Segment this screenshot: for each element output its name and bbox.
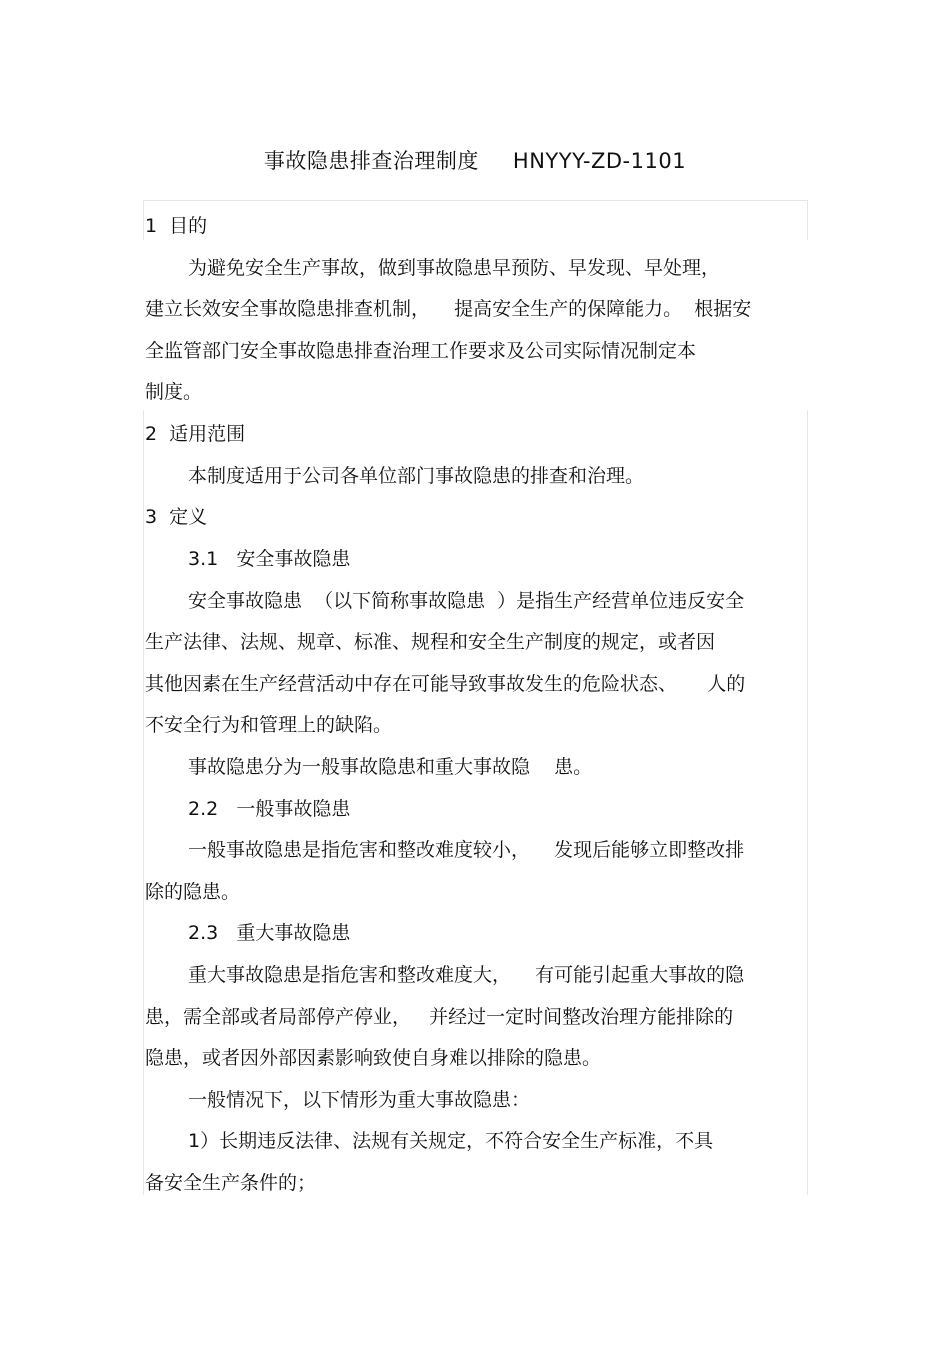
paragraph-line: 生产法律、法规、规章、标准、规程和安全生产制度的规定，或者因 <box>145 631 716 653</box>
subsection-heading: 3.1 安全事故隐患 <box>188 548 351 570</box>
paragraph-line: 隐患，或者因外部因素影响致使自身难以排除的隐患。 <box>145 1047 602 1069</box>
list-item-line: 1）长期违反法律、法规有关规定，不符合安全生产标准，不具 <box>188 1130 714 1152</box>
section-heading: 2 适用范围 <box>145 423 246 445</box>
subsection-heading: 2.2 一般事故隐患 <box>188 798 351 820</box>
paragraph-line: 不安全行为和管理上的缺陷。 <box>145 714 393 736</box>
frame-border <box>807 410 808 1195</box>
paragraph-line: 一般事故隐患是指危害和整改难度较小， 发现后能够立即整改排 <box>188 839 745 861</box>
paragraph-line: 全监管部门安全事故隐患排查治理工作要求及公司实际情况制定本 <box>145 340 697 362</box>
paragraph-line: 安全事故隐患 （以下简称事故隐患 ）是指生产经营单位违反安全 <box>188 590 745 612</box>
frame-border <box>807 200 808 240</box>
document-title: 事故隐患排查治理制度 <box>263 149 479 173</box>
frame-border <box>143 410 144 1195</box>
paragraph-line: 一般情况下，以下情形为重大事故隐患： <box>188 1089 531 1111</box>
list-item-line: 备安全生产条件的； <box>145 1172 317 1194</box>
frame-border <box>143 200 144 240</box>
paragraph-line: 患，需全部或者局部停产停业， 并经过一定时间整改治理方能排除的 <box>145 1006 734 1028</box>
subsection-heading: 2.3 重大事故隐患 <box>188 922 351 944</box>
document-code: HNYYY-ZD-1101 <box>512 149 687 173</box>
frame-border <box>143 200 808 201</box>
paragraph-line: 本制度适用于公司各单位部门事故隐患的排查和治理。 <box>188 465 645 487</box>
paragraph-line: 为避免安全生产事故，做到事故隐患早预防、早发现、早处理， <box>188 257 721 279</box>
paragraph-line: 除的隐患。 <box>145 881 241 903</box>
paragraph-line: 其他因素在生产经营活动中存在可能导致事故发生的危险状态、 人的 <box>145 673 746 695</box>
paragraph-line: 建立长效安全事故隐患排查机制， 提高安全生产的保障能力。 根据安 <box>145 298 752 320</box>
document-title-row <box>0 145 950 175</box>
paragraph-line: 事故隐患分为一般事故隐患和重大事故隐 患。 <box>188 756 593 778</box>
section-heading: 1 目的 <box>145 215 208 237</box>
paragraph-line: 制度。 <box>145 381 203 403</box>
paragraph-line: 重大事故隐患是指危害和整改难度大， 有可能引起重大事故的隐 <box>188 964 745 986</box>
section-heading: 3 定义 <box>145 506 208 528</box>
